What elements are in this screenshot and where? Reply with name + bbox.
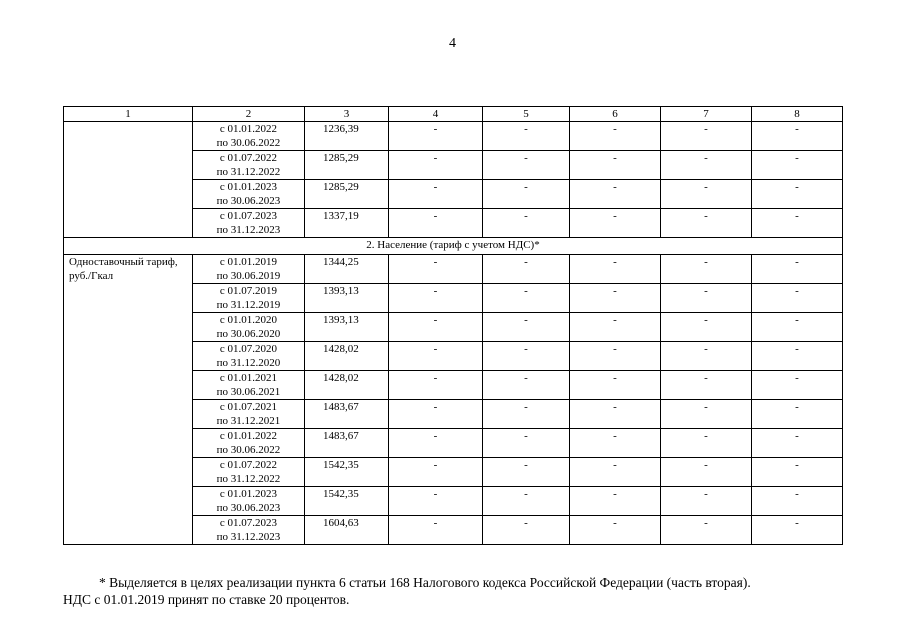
tariff-value: 1542,35 [305,458,389,487]
empty-value: - [661,429,752,458]
tariff-value: 1337,19 [305,209,389,238]
period-from: с 01.01.2022 [219,430,278,442]
period-from: с 01.07.2022 [219,459,278,471]
empty-value: - [661,371,752,400]
empty-value: - [483,122,570,151]
empty-value: - [483,284,570,313]
table-row [64,122,843,151]
empty-value: - [752,371,843,400]
period-to: по 31.12.2022 [216,166,281,178]
period-to: по 31.12.2023 [216,224,281,236]
period-from: с 01.07.2019 [219,285,278,297]
period-to: по 30.06.2020 [216,328,281,340]
tariff-value: 1428,02 [305,342,389,371]
period-cell [193,429,305,458]
empty-value: - [570,284,661,313]
empty-value: - [570,342,661,371]
empty-value: - [389,180,483,209]
empty-value: - [570,122,661,151]
tariff-value: 1285,29 [305,180,389,209]
empty-value: - [661,151,752,180]
empty-value: - [483,151,570,180]
empty-value: - [752,487,843,516]
empty-value: - [570,458,661,487]
column-number: 7 [661,107,752,122]
empty-value: - [661,342,752,371]
empty-value: - [752,122,843,151]
empty-value: - [389,284,483,313]
period-from: с 01.01.2023 [219,181,278,193]
period-cell [193,371,305,400]
tariff-value: 1604,63 [305,516,389,545]
footnote-line-2: НДС с 01.01.2019 принят по ставке 20 процентов. [63,592,350,607]
period-to: по 30.06.2022 [216,444,281,456]
empty-value: - [570,400,661,429]
empty-value: - [483,429,570,458]
period-to: по 30.06.2022 [216,137,281,149]
empty-value: - [570,429,661,458]
empty-value: - [483,342,570,371]
tariff-table [63,106,843,545]
period-to: по 31.12.2021 [216,415,281,427]
empty-value: - [389,209,483,238]
tariff-value: 1236,39 [305,122,389,151]
empty-value: - [389,371,483,400]
period-cell [193,209,305,238]
period-from: с 01.01.2020 [219,314,278,326]
empty-value: - [570,371,661,400]
tariff-value: 1393,13 [305,313,389,342]
empty-value: - [752,180,843,209]
period-cell [193,151,305,180]
empty-value: - [661,180,752,209]
tariff-value: 1285,29 [305,151,389,180]
period-cell [193,284,305,313]
empty-value: - [661,458,752,487]
period-to: по 31.12.2019 [216,299,281,311]
period-from: с 01.07.2021 [219,401,278,413]
empty-value: - [483,255,570,284]
period-cell [193,342,305,371]
tariff-type-label [64,122,193,238]
column-number: 8 [752,107,843,122]
empty-value: - [389,255,483,284]
column-number: 3 [305,107,389,122]
empty-value: - [752,313,843,342]
footnote [63,574,843,608]
empty-value: - [483,313,570,342]
period-from: с 01.01.2019 [219,256,278,268]
empty-value: - [661,487,752,516]
period-cell [193,122,305,151]
section-title: 2. Население (тариф с учетом НДС)* [64,238,843,255]
period-cell [193,180,305,209]
tariff-value: 1344,25 [305,255,389,284]
empty-value: - [389,400,483,429]
empty-value: - [483,516,570,545]
empty-value: - [570,255,661,284]
empty-value: - [752,151,843,180]
column-number: 4 [389,107,483,122]
period-cell [193,313,305,342]
empty-value: - [661,284,752,313]
period-cell [193,400,305,429]
empty-value: - [752,458,843,487]
period-to: по 30.06.2021 [216,386,281,398]
period-cell [193,516,305,545]
empty-value: - [752,400,843,429]
empty-value: - [570,487,661,516]
period-to: по 31.12.2023 [216,531,281,543]
tariff-value: 1428,02 [305,371,389,400]
empty-value: - [661,209,752,238]
empty-value: - [483,180,570,209]
tariff-type-label: Одноставочный тариф, руб./Гкал [64,255,193,545]
empty-value: - [483,371,570,400]
empty-value: - [661,400,752,429]
period-cell [193,487,305,516]
empty-value: - [483,209,570,238]
empty-value: - [483,458,570,487]
tariff-value: 1393,13 [305,284,389,313]
empty-value: - [570,209,661,238]
tariff-value: 1483,67 [305,400,389,429]
empty-value: - [661,122,752,151]
period-to: по 30.06.2019 [216,270,281,282]
column-numbers-row [64,107,843,122]
period-to: по 31.12.2020 [216,357,281,369]
empty-value: - [752,516,843,545]
empty-value: - [570,180,661,209]
period-from: с 01.01.2022 [219,123,278,135]
page-number: 4 [449,36,456,51]
empty-value: - [570,313,661,342]
empty-value: - [752,284,843,313]
column-number: 1 [64,107,193,122]
empty-value: - [570,516,661,545]
empty-value: - [389,458,483,487]
column-number: 6 [570,107,661,122]
column-number: 5 [483,107,570,122]
period-to: по 30.06.2023 [216,195,281,207]
period-from: с 01.07.2023 [219,210,278,222]
period-from: с 01.01.2023 [219,488,278,500]
empty-value: - [389,342,483,371]
empty-value: - [389,122,483,151]
empty-value: - [661,255,752,284]
empty-value: - [661,516,752,545]
empty-value: - [570,151,661,180]
empty-value: - [389,313,483,342]
period-to: по 31.12.2022 [216,473,281,485]
empty-value: - [483,487,570,516]
empty-value: - [389,487,483,516]
period-to: по 30.06.2023 [216,502,281,514]
empty-value: - [661,313,752,342]
empty-value: - [389,429,483,458]
empty-value: - [483,400,570,429]
table-row [64,255,843,284]
footnote-line-1: * Выделяется в целях реализации пункта 6 статьи 168 Налогового кодекса Российской Федерации (часть вторая). [99,575,751,590]
column-number: 2 [193,107,305,122]
period-cell [193,458,305,487]
section-row [64,238,843,255]
empty-value: - [752,342,843,371]
period-from: с 01.07.2022 [219,152,278,164]
empty-value: - [752,255,843,284]
period-from: с 01.07.2023 [219,517,278,529]
period-from: с 01.07.2020 [219,343,278,355]
empty-value: - [752,429,843,458]
period-cell [193,255,305,284]
empty-value: - [389,516,483,545]
period-from: с 01.01.2021 [219,372,278,384]
tariff-value: 1542,35 [305,487,389,516]
empty-value: - [389,151,483,180]
tariff-value: 1483,67 [305,429,389,458]
empty-value: - [752,209,843,238]
